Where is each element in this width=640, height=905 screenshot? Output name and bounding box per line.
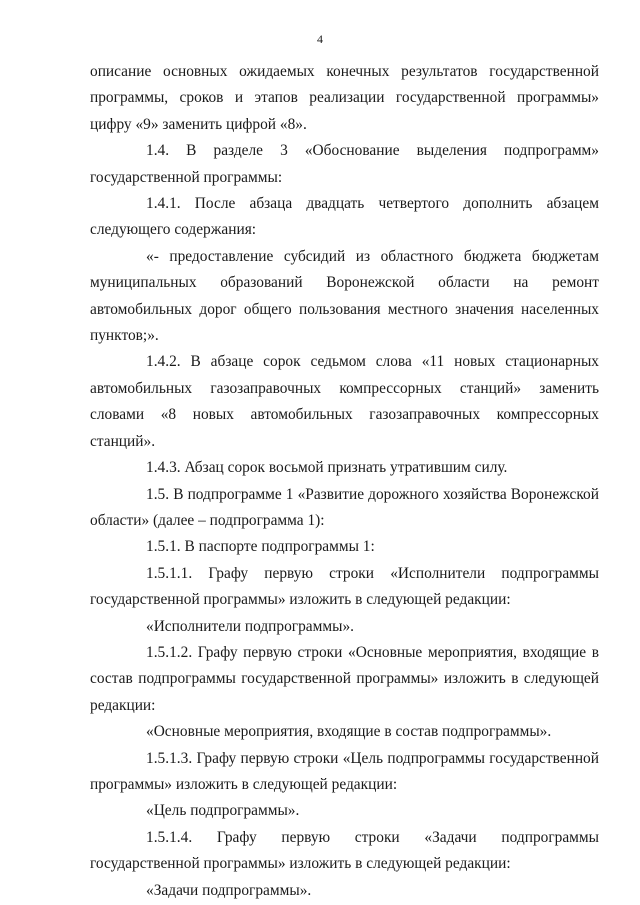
page-number: 4 <box>317 32 323 46</box>
paragraph-1-4-2: 1.4.2. В абзаце сорок седьмом слова «11 новых стационарных автомобильных газозаправочных компрессорных станций» заменить словами «8 новых автомобильных газозаправочных компрессорных станций». <box>90 353 599 450</box>
paragraph-section-1-4: 1.4. В разделе 3 «Обоснование выделения подпрограмм» государственной программы: <box>90 142 599 186</box>
paragraph-1-5-1-2: 1.5.1.2. Графу первую строки «Основные мероприятия, входящие в состав подпрограммы государственной программы» изложить в следующей редакции: <box>90 643 599 714</box>
document-body <box>90 59 599 904</box>
paragraph-section-1-5: 1.5. В подпрограмме 1 «Развитие дорожного хозяйства Воронежской области» (далее – подпрограмма 1): <box>90 485 599 529</box>
paragraph-1-5-1-4: 1.5.1.4. Графу первую строки «Задачи подпрограммы государственной программы» изложить в следующей редакции: <box>90 828 599 873</box>
paragraph-1-5-1-3: 1.5.1.3. Графу первую строки «Цель подпрограммы государственной программы» изложить в следующей редакции: <box>90 749 599 793</box>
paragraph-quote-executors: «Исполнители подпрограммы». <box>146 617 354 635</box>
paragraph-quote-main-activities: «Основные мероприятия, входящие в состав подпрограммы». <box>146 723 552 741</box>
paragraph-1-5-1-1: 1.5.1.1. Графу первую строки «Исполнители подпрограммы государственной программы» изложить в следующей редакции: <box>90 564 599 609</box>
paragraph-quote-goal: «Цель подпрограммы». <box>146 802 300 820</box>
paragraph-1-4-1: 1.4.1. После абзаца двадцать четвертого дополнить абзацем следующего содержания: <box>90 195 599 239</box>
paragraph-1-5-1: 1.5.1. В паспорте подпрограммы 1: <box>146 538 375 556</box>
paragraph-quoted-addition: «- предоставление субсидий из областного бюджета бюджетам муниципальных образований Воронежской области на ремонт автомобильных дорог общего пользования местного значения населенных пунктов;». <box>90 247 599 345</box>
paragraph-quote-tasks: «Задачи подпрограммы». <box>146 881 312 899</box>
paragraph-1-4-3: 1.4.3. Абзац сорок восьмой признать утратившим силу. <box>146 459 508 477</box>
paragraph-continuation: описание основных ожидаемых конечных результатов государственной программы, сроков и этапов реализации государственной программы» цифру «9» заменить цифрой «8». <box>90 63 599 133</box>
